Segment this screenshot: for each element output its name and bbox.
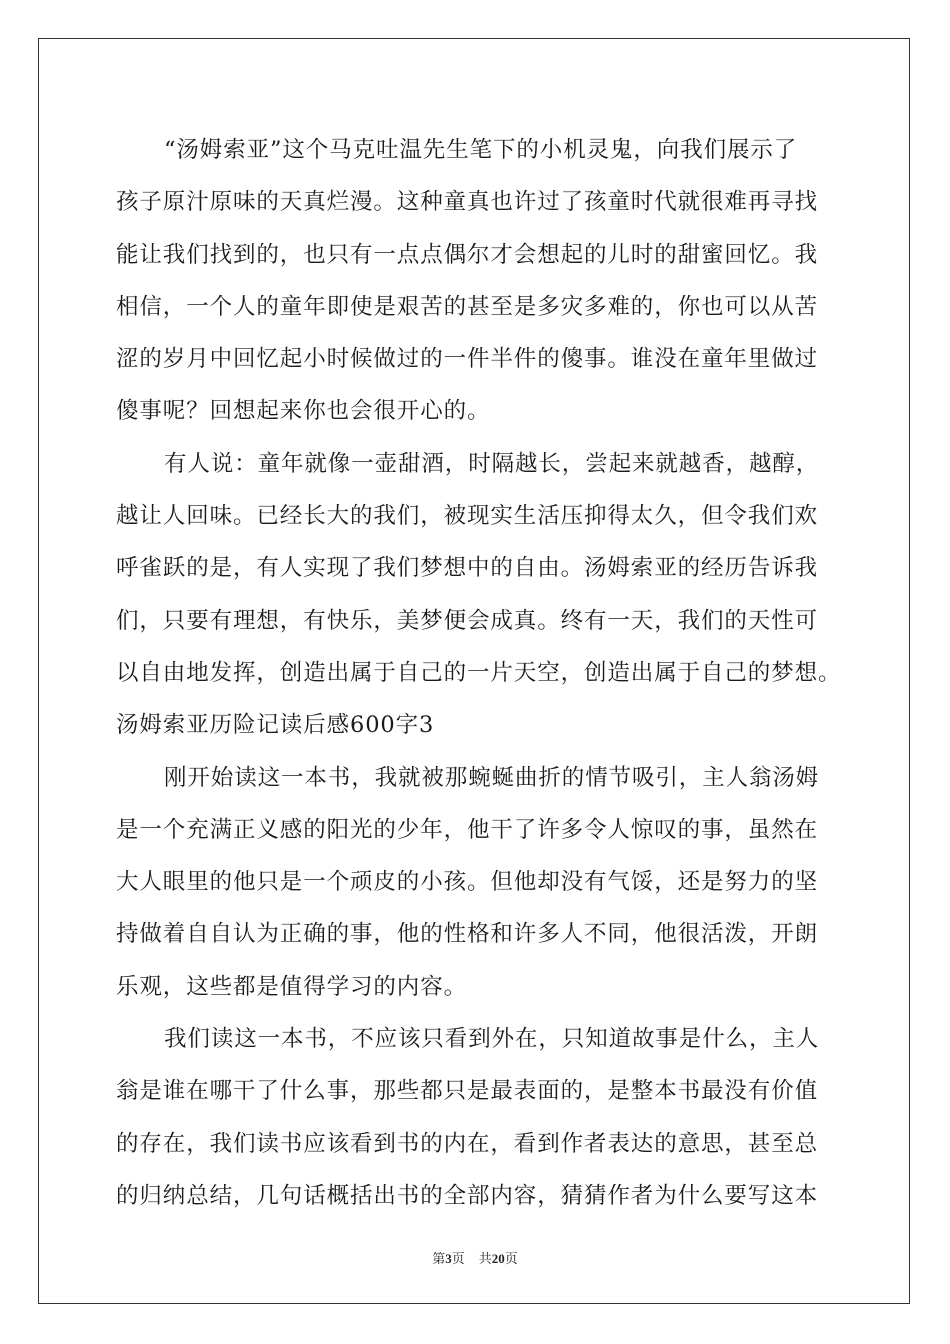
text-line: “汤姆索亚”这个马克吐温先生笔下的小机灵鬼，向我们展示了 <box>164 137 798 163</box>
total-pages: 20 <box>491 1251 505 1266</box>
text-line: 傻事呢？回想起来你也会很开心的。 <box>116 398 491 425</box>
text-line: 越让人回味。已经长大的我们，被现实生活压抑得太久，但令我们欢 <box>116 503 819 530</box>
text-line: 呼雀跃的是，有人实现了我们梦想中的自由。汤姆索亚的经历告诉我 <box>116 555 819 582</box>
page-footer <box>0 1248 950 1267</box>
text-line: 的归纳总结，几句话概括出书的全部内容，猜猜作者为什么要写这本 <box>116 1182 819 1209</box>
text-line: 相信，一个人的童年即使是艰苦的甚至是多灾多难的，你也可以从苦 <box>116 293 819 320</box>
text-line: 们，只要有理想，有快乐，美梦便会成真。终有一天，我们的天性可 <box>116 607 819 634</box>
text-line: 持做着自自认为正确的事，他的性格和许多人不同，他很活泼，开朗 <box>116 921 819 948</box>
total-prefix: 共 <box>478 1252 492 1267</box>
total-suffix: 页 <box>504 1252 518 1267</box>
text-line: 我们读这一本书，不应该只看到外在，只知道故事是什么，主人 <box>164 1026 820 1053</box>
text-line: 能让我们找到的，也只有一点点偶尔才会想起的儿时的甜蜜回忆。我 <box>116 241 819 268</box>
text-line: 有人说：童年就像一壶甜酒，时隔越长，尝起来就越香，越醇， <box>164 450 820 477</box>
page-suffix: 页 <box>451 1252 465 1267</box>
document-body <box>116 124 842 1222</box>
text-line: 大人眼里的他只是一个顽皮的小孩。但他却没有气馁，还是努力的坚 <box>116 869 819 896</box>
page-prefix: 第 <box>432 1252 446 1267</box>
text-line: 的存在，我们读书应该看到书的内在，看到作者表达的意思，甚至总 <box>116 1130 819 1157</box>
text-line: 翁是谁在哪干了什么事，那些都只是最表面的，是整本书最没有价值 <box>116 1078 819 1105</box>
text-line: 以自由地发挥，创造出属于自己的一片天空，创造出属于自己的梦想。 <box>116 659 842 686</box>
text-line: 刚开始读这一本书，我就被那蜿蜒曲折的情节吸引，主人翁汤姆 <box>164 764 820 791</box>
section-heading: 汤姆索亚历险记读后感600字3 <box>116 712 435 739</box>
text-line: 乐观，这些都是值得学习的内容。 <box>116 973 468 1000</box>
text-line: 是一个充满正义感的阳光的少年，他干了许多令人惊叹的事，虽然在 <box>116 816 819 843</box>
text-line: 涩的岁月中回忆起小时候做过的一件半件的傻事。谁没在童年里做过 <box>116 346 819 373</box>
text-line: 孩子原汁原味的天真烂漫。这种童真也许过了孩童时代就很难再寻找 <box>116 189 819 216</box>
page-number: 3 <box>445 1251 452 1266</box>
